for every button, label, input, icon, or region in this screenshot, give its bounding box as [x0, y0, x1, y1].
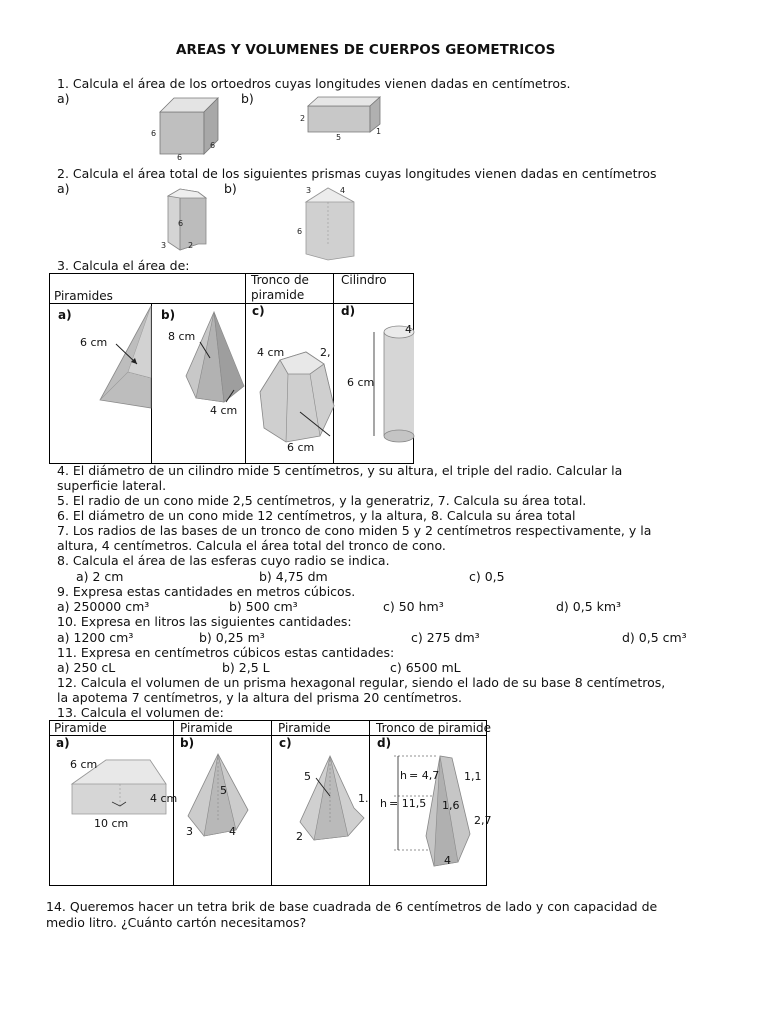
- q3-cell-a: a): [58, 308, 72, 322]
- q1b-width-label: 1: [376, 127, 382, 136]
- q13d-h1-value: = 4,7: [409, 769, 440, 782]
- q13-header-a: Piramide: [54, 721, 107, 735]
- q13-cell-d: d): [377, 736, 392, 750]
- q13d-h2-label: h: [380, 797, 387, 810]
- q8-option-b: b) 4,75 dm: [259, 569, 328, 584]
- q3a-label: 6 cm: [80, 336, 108, 349]
- question-1: 1. Calcula el área de los ortoedros cuyas longitudes vienen dadas en centímetros.: [57, 76, 571, 91]
- q3-cell-d: d): [341, 304, 356, 318]
- question-5: 5. El radio de un cono mide 2,5 centímetros, y la generatriz, 7. Calcula su área total.: [57, 493, 587, 508]
- question-6: 6. El diámetro de un cono mide 12 centímetros, y la altura, 8. Calcula su área total: [57, 508, 576, 523]
- q2a-apothem-label: 2: [188, 241, 194, 250]
- q13d-h1-label: h: [400, 769, 407, 782]
- q13a-base-label: 10 cm: [94, 817, 129, 830]
- q13a-depth-label: 6 cm: [70, 758, 98, 771]
- question-13: 13. Calcula el volumen de:: [57, 705, 224, 720]
- q3b-pyramid-figure: [166, 310, 246, 420]
- q9-option-d: d) 0,5 km³: [556, 599, 622, 614]
- q1-cube-figure: [148, 94, 228, 160]
- q13-header-c: Piramide: [278, 721, 331, 735]
- q9-option-c: c) 50 hm³: [383, 599, 444, 614]
- page-title: AREAS Y VOLUMENES DE CUERPOS GEOMETRICOS: [176, 42, 556, 58]
- question-7-cont: altura, 4 centímetros. Calcula el área total del tronco de cono.: [57, 538, 446, 553]
- q13a-height-label: 4 cm: [150, 792, 178, 805]
- q13c-apothem-label: 1.: [358, 792, 369, 805]
- q10-option-d: d) 0,5 cm³: [622, 630, 687, 645]
- q2b-side-label: 3: [306, 186, 312, 195]
- question-14-cont: medio litro. ¿Cuánto cartón necesitamos?: [46, 915, 307, 930]
- q13c-pyramid-figure: [292, 752, 370, 848]
- question-4: 4. El diámetro de un cilindro mide 5 centímetros, y su altura, el triple del radio. Calcular la: [57, 463, 623, 478]
- q13-header-d: Tronco de piramide: [376, 721, 492, 735]
- q10-option-c: c) 275 dm³: [411, 630, 480, 645]
- q2a-side-label: 3: [161, 241, 167, 250]
- q3b-slant-label: 8 cm: [168, 330, 196, 343]
- q3d-radius-label: 4: [405, 323, 412, 336]
- q1a-depth-label: 6: [210, 141, 216, 150]
- q1a-side-label: 6: [151, 129, 157, 138]
- q13-cell-c: c): [279, 736, 292, 750]
- question-9: 9. Expresa estas cantidades en metros cúbicos.: [57, 584, 356, 599]
- q2b-height-label: 6: [297, 227, 303, 236]
- q1a-base-label: 6: [177, 153, 183, 162]
- q13-header-b: Piramide: [180, 721, 233, 735]
- q3-cell-b: b): [161, 308, 176, 322]
- q13a-pyramid-figure: [60, 752, 178, 832]
- q2-label-a: a): [57, 181, 70, 196]
- q13d-base-label: 4: [444, 854, 451, 867]
- q3b-base-label: 4 cm: [210, 404, 238, 417]
- question-12-cont: la apotema 7 centímetros, y la altura del prisma 20 centímetros.: [57, 690, 462, 705]
- q13-cell-b: b): [180, 736, 195, 750]
- q2b-side2-label: 4: [340, 186, 346, 195]
- q13d-apothem-label: 1,6: [442, 799, 460, 812]
- q3-header-cilindro: Cilindro: [341, 273, 387, 287]
- q13c-base-label: 2: [296, 830, 303, 843]
- q13-cell-a: a): [56, 736, 70, 750]
- q3d-height-label: 6 cm: [347, 376, 375, 389]
- question-8: 8. Calcula el área de las esferas cuyo radio se indica.: [57, 553, 390, 568]
- q3-cell-c: c): [252, 304, 265, 318]
- q13d-slant-label: 2,7: [474, 814, 492, 827]
- question-2: 2. Calcula el área total de los siguientes prismas cuyas longitudes vienen dadas en centímetros: [57, 166, 657, 181]
- q13b-pyramid-figure: [180, 752, 270, 842]
- question-4-cont: superficie lateral.: [57, 478, 167, 493]
- question-10: 10. Expresa en litros las siguientes cantidades:: [57, 614, 352, 629]
- question-3: 3. Calcula el área de:: [57, 258, 190, 273]
- q2-label-b: b): [224, 181, 237, 196]
- q1-box-figure: [298, 94, 388, 140]
- question-7: 7. Los radios de las bases de un tronco de cono miden 5 y 2 centímetros respectivamente, y la: [57, 523, 652, 538]
- q3d-cylinder-figure: [344, 318, 414, 452]
- q1b-height-label: 2: [300, 114, 306, 123]
- q8-option-a: a) 2 cm: [76, 569, 124, 584]
- q1-label-a: a): [57, 91, 70, 106]
- q8-option-c: c) 0,5: [469, 569, 505, 584]
- q3-header-tronco-2: piramide: [251, 288, 305, 302]
- q13b-height-label: 5: [220, 784, 227, 797]
- q3c-height-label: 2,: [320, 346, 331, 359]
- q9-option-a: a) 250000 cm³: [57, 599, 150, 614]
- q3a-pyramid-figure: [70, 304, 152, 410]
- q3c-base-label: 6 cm: [287, 441, 315, 454]
- q13d-h2-value: = 11,5: [389, 797, 427, 810]
- q1b-length-label: 5: [336, 133, 342, 142]
- q3c-top-label: 4 cm: [257, 346, 285, 359]
- q3-header-tronco: Tronco de: [251, 273, 309, 287]
- q10-option-b: b) 0,25 m³: [199, 630, 265, 645]
- q13b-side2-label: 4: [229, 825, 236, 838]
- question-11: 11. Expresa en centímetros cúbicos estas cantidades:: [57, 645, 395, 660]
- q13b-side-label: 3: [186, 825, 193, 838]
- q2-pentagonal-prism-figure: [158, 186, 218, 256]
- q3-header-piramides: Piramides: [54, 289, 113, 303]
- question-12: 12. Calcula el volumen de un prisma hexagonal regular, siendo el lado de su base 8 centímetros,: [57, 675, 666, 690]
- question-14: 14. Queremos hacer un tetra brik de base cuadrada de 6 centímetros de lado y con capacidad de: [46, 899, 658, 914]
- q11-option-b: b) 2,5 L: [222, 660, 270, 675]
- q11-option-c: c) 6500 mL: [390, 660, 461, 675]
- q10-option-a: a) 1200 cm³: [57, 630, 134, 645]
- q13c-slant-label: 5: [304, 770, 311, 783]
- q9-option-b: b) 500 cm³: [229, 599, 298, 614]
- q11-option-a: a) 250 cL: [57, 660, 116, 675]
- q1-label-b: b): [241, 91, 254, 106]
- q13d-top-side-label: 1,1: [464, 770, 482, 783]
- q13d-frustum-figure: [378, 752, 492, 874]
- q2a-height-label: 6: [178, 219, 184, 228]
- q2-triangular-prism-figure: [296, 184, 362, 264]
- q3c-frustum-figure: [250, 332, 334, 454]
